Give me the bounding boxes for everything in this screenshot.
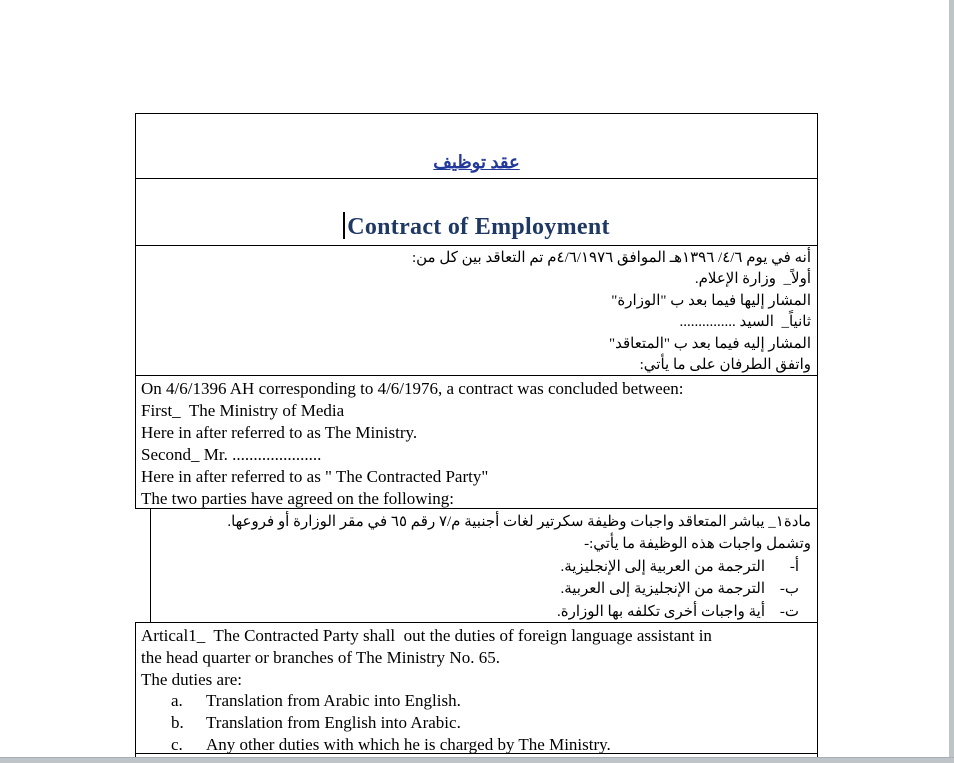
list-marker: ب- — [779, 581, 799, 598]
list-text: Translation from Arabic into English. — [206, 691, 461, 711]
list-text: الترجمة من الإنجليزية إلى العربية. — [560, 581, 765, 598]
arabic-list-item — [153, 601, 811, 623]
arabic-intro-line: أولاً_ وزارة الإعلام. — [694, 271, 811, 288]
english-article-line: the head quarter or branches of The Ministry No. 65. — [141, 647, 500, 667]
list-marker: ت- — [779, 603, 799, 620]
english-intro-line: Here in after referred to as The Ministry. — [141, 423, 418, 442]
row-arabic-intro[interactable] — [135, 245, 818, 376]
row-english-title[interactable] — [135, 178, 818, 246]
list-marker: c. — [171, 734, 183, 754]
english-intro-line: Here in after referred to as " The Contracted Party" — [141, 467, 489, 486]
row-english-article1[interactable] — [135, 622, 818, 754]
arabic-article-line: وتشمل واجبات هذه الوظيفة ما يأتي:- — [584, 536, 811, 553]
arabic-intro-line: ثانياً_ السيد ............... — [679, 314, 811, 331]
arabic-intro-line: المشار إليه فيما بعد ب "المتعاقد" — [608, 335, 811, 352]
english-article-line: The duties are: — [141, 669, 243, 689]
english-list-item — [141, 690, 815, 712]
arabic-intro-line: واتفق الطرفان على ما يأتي: — [639, 357, 811, 374]
vertical-scrollbar[interactable] — [949, 0, 954, 757]
row-arabic-article1[interactable] — [150, 508, 818, 623]
english-title-wrap — [343, 212, 610, 241]
list-marker: b. — [171, 713, 184, 733]
arabic-intro-line: أنه في يوم ٤/٦/ ١٣٩٦هـ الموافق ٤/٦/١٩٧٦م تم التعاقد بين كل من: — [411, 250, 811, 266]
contract-table — [135, 113, 818, 758]
list-text: أية واجبات أخرى تكلفه بها الوزارة. — [557, 603, 765, 620]
english-title: Contract of Employment — [347, 214, 610, 240]
row-english-intro[interactable] — [135, 375, 818, 509]
english-intro-line: The two parties have agreed on the following: — [141, 489, 454, 508]
english-intro-line: Second_ Mr. ..................... — [141, 445, 322, 464]
arabic-intro-line: المشار إليها فيما بعد ب "الوزارة" — [611, 292, 811, 309]
list-marker: أ- — [789, 558, 799, 575]
list-marker: a. — [171, 691, 183, 711]
arabic-list-item — [153, 556, 811, 578]
row-arabic-title[interactable] — [135, 113, 818, 179]
english-intro-line: On 4/6/1396 AH corresponding to 4/6/1976, a contract was concluded between: — [141, 379, 684, 398]
arabic-title: عقد توظيف — [433, 152, 520, 172]
list-text: Translation from English into Arabic. — [206, 713, 461, 733]
arabic-article-line: مادة١_ يباشر المتعاقد واجبات وظيفة سكرتير لغات أجنبية م/٧ رقم ٦٥ في مقر الوزارة أو فروعها. — [227, 514, 811, 530]
list-text: الترجمة من العربية إلى الإنجليزية. — [560, 558, 765, 575]
text-cursor — [343, 212, 345, 239]
english-article-line: Artical1_ The Contracted Party shall out the duties of foreign language assistant in — [141, 626, 712, 645]
arabic-list-item — [153, 578, 811, 600]
english-intro-line: First_ The Ministry of Media — [141, 401, 345, 420]
horizontal-scrollbar[interactable] — [0, 757, 954, 763]
list-text: Any other duties with which he is charged by The Ministry. — [206, 734, 611, 754]
english-list-item — [141, 712, 815, 734]
